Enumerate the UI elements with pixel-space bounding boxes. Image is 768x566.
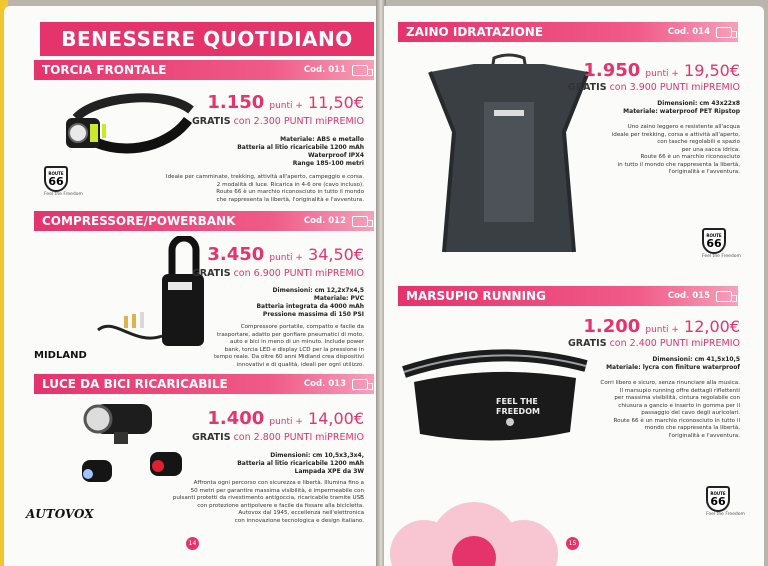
gratis-line: GRATIS con 3.900 PUNTI miPREMIO	[567, 82, 740, 93]
route66-logo-bottom: ROUTE 66 Feel the Freedom	[706, 486, 745, 517]
route66-logo: ROUTE 66 Feel the Freedom	[702, 228, 741, 259]
product-price: 3.450 punti + 34,50€	[207, 244, 364, 265]
product-name: LUCE DA BICI RICARICABILE	[42, 377, 228, 391]
product-specs: Dimensioni: cm 12,2x7x4,5 Materiale: PVC Batteria integrata da 4000 mAh Pressione massima di 150 PSI	[256, 287, 364, 318]
product-header-zaino	[398, 22, 738, 42]
product-name: TORCIA FRONTALE	[42, 63, 167, 77]
svg-text:FREEDOM: FREEDOM	[496, 407, 540, 416]
truck-icon	[352, 216, 368, 227]
product-header-luce-bici	[34, 374, 374, 394]
pink-flower-decoration	[384, 476, 564, 566]
product-description: Uno zaino leggero e resistente all'acqua ideale per trekking, corsa e attività all'aperto, con tasche regolabili e spazio per una sacca idrica. Route 66 è un marchio riconosciuto in tutto il mondo che rappresenta la libertà, l'originalità e l'avventura.	[611, 124, 740, 175]
product-description: Affronta ogni percorso con sicurezza e libertà. Illumina fino a 50 metri per garantire massima visibilità, è impermeabile con pulsanti protetti da rivestimento antigoccia, ricaricabile tramite USB con protezione antipolvere e facile da fissare alla bicicletta. Autovox dal 1945, eccellenza nell'elettronica con innovazione tecnologica e design italiano.	[172, 480, 364, 524]
right-page	[384, 6, 764, 566]
product-name: MARSUPIO RUNNING	[406, 289, 546, 303]
truck-icon	[716, 27, 732, 38]
gratis-line: GRATIS con 2.400 PUNTI miPREMIO	[567, 338, 740, 349]
product-specs: Dimensioni: cm 10,5x3,3x4, Batteria al litio ricaricabile 1200 mAh Lampada XPE da 3W	[237, 452, 364, 475]
product-name: ZAINO IDRATAZIONE	[406, 25, 544, 39]
product-description: Ideale per camminate, trekking, attività all'aperto, campeggio e corsa. 2 modalità di luce. Ricarica in 4-6 ore (cavo incluso). Route 66 è un marchio riconosciuto in tutto il mondo che rappresenta la libertà, l'originalità e l'avventura.	[165, 174, 364, 203]
product-code: Cod. 012	[303, 216, 346, 226]
truck-icon	[352, 65, 368, 76]
product-price: 1.150 punti + 11,50€	[207, 92, 364, 113]
product-header-marsupio	[398, 286, 738, 306]
product-specs: Dimensioni: cm 41,5x10,5 Materiale: lycra con finiture waterproof	[606, 356, 740, 371]
midland-logo: MIDLAND	[34, 350, 87, 361]
page-number: 14	[186, 537, 199, 550]
page-number: 15	[566, 537, 579, 550]
product-specs: Materiale: ABS e metallo Batteria al litio ricaricabile 1200 mAh Waterproof IPX4 Range 185-100 metri	[237, 136, 364, 167]
gratis-line: GRATIS con 2.300 PUNTI miPREMIO	[191, 116, 364, 127]
truck-icon	[716, 291, 732, 302]
product-code: Cod. 014	[667, 27, 710, 37]
product-description: Compressore portatile, compatto e facile da trasportare, adatto per gonfiare pneumatici di moto, auto e bici in meno di un minuto. Include power bank, torcia LED e display LCD per la pressione in tempo reale. Da oltre 60 anni Midland crea dispositivi innovativi e di qualità, ideali per ogni utilizzo.	[213, 324, 364, 368]
product-header-torcia	[34, 60, 374, 80]
left-page	[4, 6, 378, 566]
truck-icon	[352, 379, 368, 390]
route66-logo: ROUTE 66 Feel the Freedom	[44, 166, 83, 197]
section-title: BENESSERE QUOTIDIANO	[40, 22, 374, 56]
gratis-line: GRATIS con 6.900 PUNTI miPREMIO	[191, 268, 364, 279]
product-price: 1.950 punti + 19,50€	[583, 60, 740, 81]
running-belt-image	[400, 342, 590, 452]
product-specs: Dimensioni: cm 43x22x8 Materiale: waterproof PET Ripstop	[623, 100, 740, 115]
product-code: Cod. 015	[667, 291, 710, 301]
product-name: COMPRESSORE/POWERBANK	[42, 214, 236, 228]
gratis-line: GRATIS con 2.800 PUNTI miPREMIO	[191, 432, 364, 443]
product-price: 1.200 punti + 12,00€	[583, 316, 740, 337]
product-header-compressore	[34, 211, 374, 231]
product-code: Cod. 013	[303, 379, 346, 389]
svg-text:FEEL THE: FEEL THE	[496, 397, 538, 406]
product-code: Cod. 011	[303, 65, 346, 75]
product-description: Corri libero e sicuro, senza rinunciare alla musica. Il marsupio running offre dettagli riflettenti per massima visibilità, cintura regolabile con chiusura a gancio e inserto in gomma per il passaggio del cavo degli auricolari. Route 66 è un marchio riconosciuto in tutto il mondo che rappresenta la libertà, l'originalità e l'avventura.	[600, 380, 740, 439]
autovox-logo: AUTOVOX	[26, 507, 94, 521]
product-price: 1.400 punti + 14,00€	[207, 408, 364, 429]
